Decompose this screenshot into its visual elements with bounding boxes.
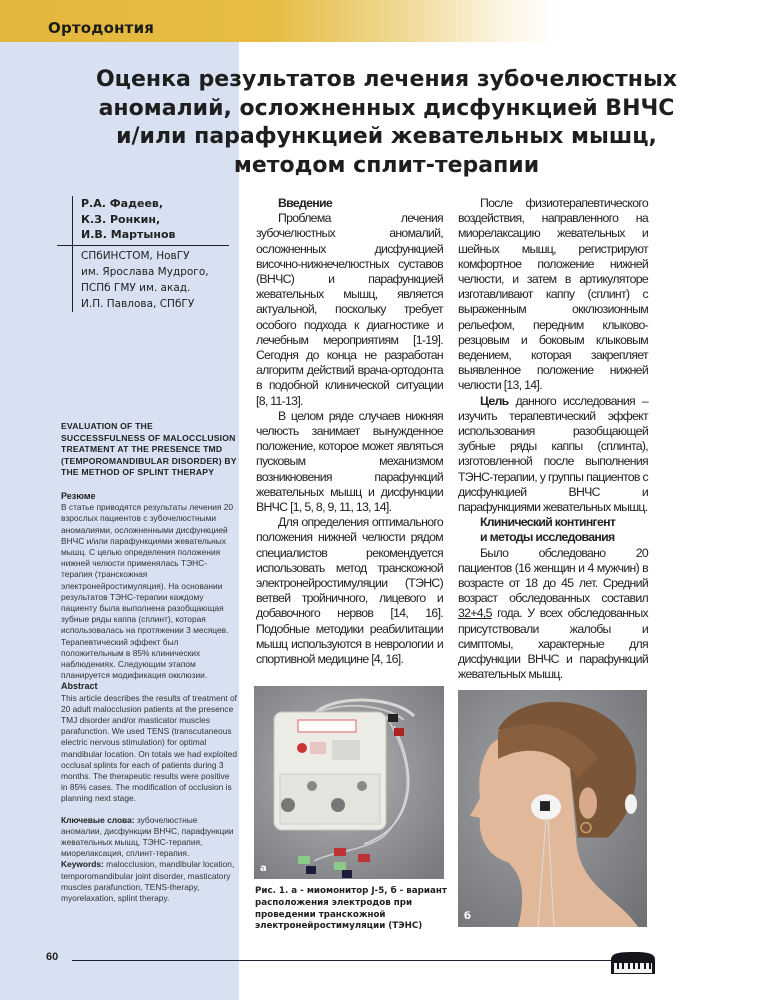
author-name: К.З. Ронкин, [81, 212, 161, 226]
keywords-ru-text: зубочелюстные аномалии, дисфункции ВНЧС, парафункции жевательных мышц, ТЭНС-терапия, миорелаксация, сплинт-терапия. [61, 814, 234, 859]
paragraph: После физиотерапевтического воздействия, направленного на миорелаксацию жевательных и шейных мышц, регистрируют комфортное положение нижней челюсти, и затем в артикуляторе изготавливают каппу (сплинт) с выраженным окклюзионным рельефом, передним клыково-резцовым и боковым клыковым ведением, которая закрепляет выявленное положение нижней челюсти [13, 14]. [458, 196, 648, 393]
article-title [40, 66, 733, 180]
authors-block [72, 196, 241, 312]
keywords-en-text: malocclusion, mandibular location, temporomandibular joint disorder, masticatory muscles parafunction, TENS-therapy, myorelaxation, splint therapy. [61, 859, 235, 904]
body-column-2 [458, 196, 648, 683]
figure-photo-electrodes [458, 690, 647, 927]
section-label: Ортодонтия [48, 19, 155, 37]
figure-caption: Рис. 1. а - миомонитор J-5, б - вариант расположения электродов при проведении транскожной электронейростимуляции (ТЭНС) [255, 886, 447, 932]
resume-heading: Резюме [61, 490, 96, 501]
abstract-text: This article describes the results of treatment of 20 adult malocclusion patients at the presence TMJ disorder and/or masticator muscles parafunction. We used TENS (transcutaneous electric nervous stimulation) for optimal mandibular location. On totals we had exploited occlusal splints for each of patients during 3 months. The therapeutic results were positive in 85% cases. The modification of occlusion is planning next stage. [61, 692, 237, 804]
myomonitor-illustration [254, 686, 444, 879]
paragraph: Для определения оптимального положения нижней челюсти рядом специалистов рекомендуется использовать метод транскожной электронейростимуляции (ТЭНС) ветвей тройничного, лицевого и добавочного нервов [14, 16]. Подобные методики реабилитации мышц используются в неврологии и спортивной медицине [4, 16]. [256, 515, 443, 667]
affiliations [81, 245, 241, 312]
keywords-ru [61, 815, 237, 860]
patient-electrodes-illustration [458, 690, 647, 927]
page-number: 60 [46, 951, 59, 963]
title-line: Оценка результатов лечения зубочелюстных [95, 67, 678, 92]
author-divider [57, 245, 229, 246]
figure-photo-myomonitor [254, 686, 444, 879]
abstract-heading: Abstract [61, 681, 98, 692]
affiliation-line: им. Ярослава Мудрого, [81, 265, 209, 278]
maestro-logo [608, 950, 658, 977]
keywords-en [61, 859, 237, 904]
goal-label: Цель [480, 393, 509, 408]
methods-heading-line: Клинический контингент [480, 515, 616, 530]
affiliation-line: СПбИНСТОМ, НовГУ [81, 249, 190, 262]
footer-rule [72, 960, 624, 961]
text-run: Было обследовано 20 пациентов (16 женщин и 4 мужчин) в возрасте от 18 до 45 лет. Средний возраст обследованных составил [458, 545, 648, 606]
age-value: 32+4,5 [458, 606, 492, 621]
body-column-1 [256, 196, 443, 667]
figure-tag-b: б [464, 911, 471, 922]
paragraph: В целом ряде случаев нижняя челюсть занимает вынужденное положение, которое может являться пусковым механизмом возникновения парафункций жевательных мышц и дисфункции ВНЧС [1, 5, 8, 9, 11, 13, 14]. [256, 408, 443, 515]
title-line: методом сплит-терапии [233, 152, 540, 178]
text-run: года. У всех обследованных присутствовали жалобы и симптомы, характерные для дисфункции ВНЧС и парафункций жевательных мышц. [458, 606, 648, 682]
paragraph: Проблема лечения зубочелюстных аномалий, осложненных дисфункцией височно-нижнечелюстных суставов (ВНЧС) и парафункцией жевательных мышц, является актуальной, поскольку требует особого подхода к диагностике и лечебным мероприятиям [1-19]. Сегодня до конца не разработан алгоритм действий врача-ортодонта в подобной клинической ситуации [8, 11-13]. [256, 211, 443, 408]
maestro-piano-logo-icon [608, 950, 658, 977]
author-names [81, 196, 241, 243]
affiliation-line: ПСПб ГМУ им. акад. [81, 281, 191, 294]
goal-paragraph [458, 394, 648, 516]
keywords-en-label: Keywords: [61, 859, 104, 870]
intro-heading: Введение [278, 196, 332, 210]
title-line: и/или парафункцией жевательных мышц, [116, 124, 657, 149]
title-line: аномалий, осложненных дисфункцией ВНЧС [98, 95, 675, 121]
author-name: Р.А. Фадеев, [81, 197, 164, 210]
keywords-ru-label: Ключевые слова: [61, 814, 135, 825]
figure-tag-a: а [260, 863, 267, 874]
paragraph [458, 546, 648, 683]
affiliation-line: И.П. Павлова, СПбГУ [81, 297, 195, 310]
author-name: И.В. Мартынов [81, 228, 176, 241]
resume-text: В статье приводятся результаты лечения 20 взрослых пациентов с зубочелюстными аномалиями, осложненными дисфункцией ВНЧС и/или парафункциями жевательных мышц. С целью определения положения нижней челюсти применялась ТЭНС-терапия (транскожная электронейростимуляция). На основании результатов ТЭНС-терапии каждому пациенту была выполнена разобщающая зубные ряды каппа (сплинт), которая использовалась на протяжении 3 месяцев. Терапевтический эффект был положительным в 85% клинических наблюдениях. Следующим этапом планируется модификация окклюзии. [61, 502, 234, 681]
goal-text: данного исследования – изучить терапевтический эффект использования разобщающей зубные ряды каппы (сплинта), изготовленной после выполнения ТЭНС-терапии, у группы пациентов с дисфункцией ВНЧС и парафункциями жевательных мышц. [458, 393, 648, 515]
abstract-column [61, 421, 237, 904]
methods-heading-line: и методы исследования [480, 530, 615, 545]
methods-heading [458, 515, 648, 545]
english-title: EVALUATION OF THE SUCCESSFULNESS OF MALOCCLUSION TREATMENT AT THE PRESENCE TMD (TEMPOROMANDIBULAR DISORDER) BY THE METHOD OF SPLINT THERAPY [61, 421, 237, 478]
